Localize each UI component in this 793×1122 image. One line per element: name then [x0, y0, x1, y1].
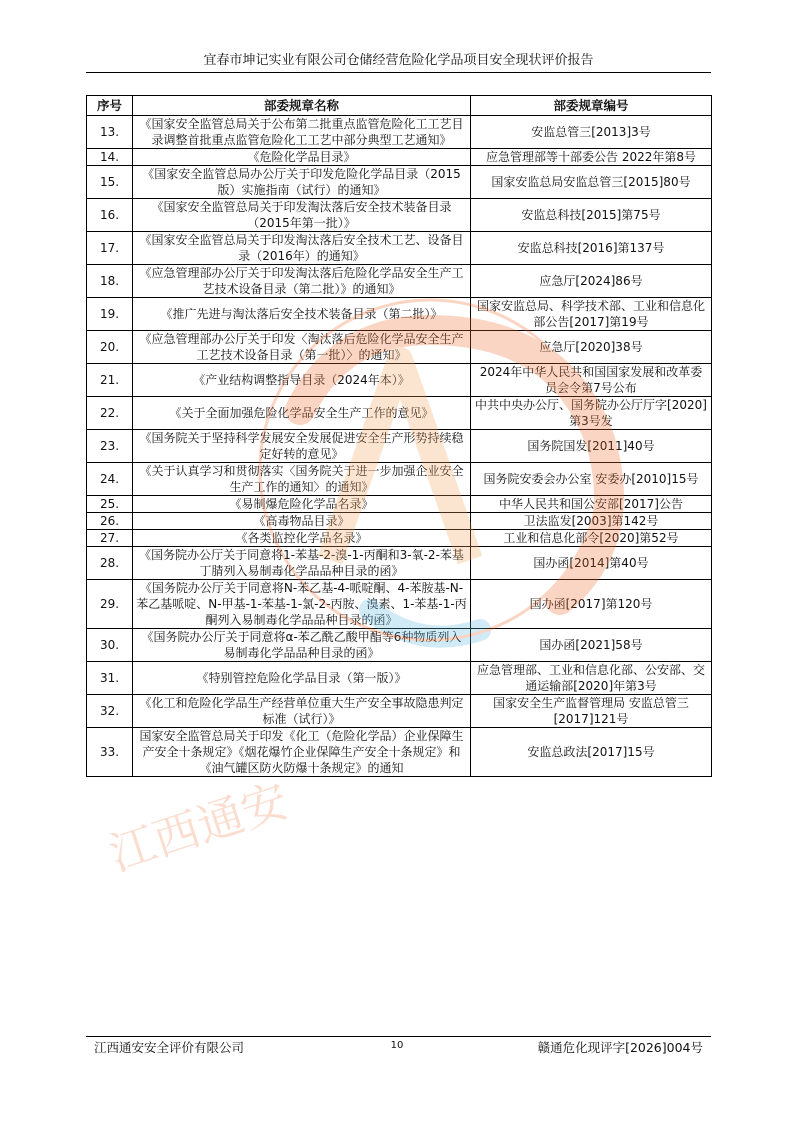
cell-name: 《国务院办公厅关于同意将N-苯乙基-4-哌啶酮、4-苯胺基-N-苯乙基哌啶、N-甲基-1-苯基-1-氯-2-丙胺、溴素、1-苯基-1-丙酮列入易制毒化学品品种目录的函》 — [133, 580, 471, 629]
cell-no: 25. — [87, 496, 133, 513]
cell-code: 国务院国发[2011]40号 — [471, 430, 712, 463]
cell-no: 31. — [87, 662, 133, 695]
table-row — [87, 695, 712, 728]
cell-name: 《国家安全监管总局关于公布第二批重点监管危险化工工艺目录调整首批重点监管危险化工工艺中部分典型工艺通知》 — [133, 116, 471, 149]
cell-name: 《应急管理部办公厅关于印发淘汰落后危险化学品安全生产工艺技术设备目录（第二批）》的通知》 — [133, 265, 471, 298]
cell-name: 《化工和危险化学品生产经营单位重大生产安全事故隐患判定标准（试行）》 — [133, 695, 471, 728]
page-header-title: 宜春市坤记实业有限公司仓储经营危险化学品项目安全现状评价报告 — [203, 53, 594, 68]
cell-name: 《产业结构调整指导目录（2024年本）》 — [133, 364, 471, 397]
cell-code: 应急管理部等十部委公告 2022年第8号 — [471, 149, 712, 166]
table-row — [87, 166, 712, 199]
cell-no: 29. — [87, 580, 133, 629]
cell-no: 24. — [87, 463, 133, 496]
table-row — [87, 662, 712, 695]
cell-no: 13. — [87, 116, 133, 149]
cell-name: 国家安全监管总局关于印发《化工（危险化学品）企业保障生产安全十条规定》《烟花爆竹企业保障生产安全十条规定》和《油气罐区防火防爆十条规定》的通知 — [133, 728, 471, 777]
cell-code: 安监总管三[2013]3号 — [471, 116, 712, 149]
cell-no: 16. — [87, 199, 133, 232]
cell-no: 32. — [87, 695, 133, 728]
cell-code: 中共中央办公厅、国务院办公厅厅字[2020]第3号发 — [471, 397, 712, 430]
cell-no: 26. — [87, 513, 133, 530]
cell-name: 《应急管理部办公厅关于印发〈淘汰落后危险化学品安全生产工艺技术设备目录（第一批）〉的通知》 — [133, 331, 471, 364]
table-row — [87, 728, 712, 777]
cell-no: 20. — [87, 331, 133, 364]
page-number: 10 — [390, 1040, 404, 1051]
column-header-code: 部委规章编号 — [471, 96, 712, 116]
table-row — [87, 430, 712, 463]
table-row — [87, 496, 712, 513]
table-row — [87, 199, 712, 232]
cell-code: 应急厅[2020]38号 — [471, 331, 712, 364]
table-body — [87, 116, 712, 777]
cell-name: 《国家安全监管总局办公厅关于印发危险化学品目录（2015版）实施指南（试行）的通知》 — [133, 166, 471, 199]
cell-code: 国办函[2021]58号 — [471, 629, 712, 662]
column-header-no: 序号 — [87, 96, 133, 116]
cell-name: 《推广先进与淘汰落后安全技术装备目录（第二批）》 — [133, 298, 471, 331]
cell-name: 《高毒物品目录》 — [133, 513, 471, 530]
cell-code: 国家安监总局、科学技术部、工业和信息化部公告[2017]第19号 — [471, 298, 712, 331]
cell-no: 22. — [87, 397, 133, 430]
table-row — [87, 298, 712, 331]
cell-no: 27. — [87, 530, 133, 547]
table-header-row — [87, 96, 712, 116]
cell-no: 21. — [87, 364, 133, 397]
cell-name: 《各类监控化学品名录》 — [133, 530, 471, 547]
cell-no: 14. — [87, 149, 133, 166]
cell-code: 卫法监发[2003]第142号 — [471, 513, 712, 530]
cell-no: 19. — [87, 298, 133, 331]
table-row — [87, 116, 712, 149]
footer-doc-number: 赣通危化现评字[2026]004号 — [537, 1040, 703, 1055]
cell-code: 国务院安委会办公室 安委办[2010]15号 — [471, 463, 712, 496]
cell-name: 《国务院办公厅关于同意将α-苯乙酰乙酸甲酯等6种物质列入易制毒化学品品种目录的函》 — [133, 629, 471, 662]
cell-code: 工业和信息化部令[2020]第52号 — [471, 530, 712, 547]
cell-no: 18. — [87, 265, 133, 298]
regulations-table — [86, 95, 712, 777]
table-row — [87, 513, 712, 530]
cell-name: 《关于全面加强危险化学品安全生产工作的意见》 — [133, 397, 471, 430]
table-row — [87, 580, 712, 629]
cell-name: 《易制爆危险化学品名录》 — [133, 496, 471, 513]
table-row — [87, 547, 712, 580]
cell-code: 国家安监总局安监总管三[2015]80号 — [471, 166, 712, 199]
table-row — [87, 265, 712, 298]
cell-name: 《特别管控危险化学品目录（第一版）》 — [133, 662, 471, 695]
cell-no: 28. — [87, 547, 133, 580]
cell-name: 《关于认真学习和贯彻落实〈国务院关于进一步加强企业安全生产工作的通知〉的通知》 — [133, 463, 471, 496]
cell-code: 中华人民共和国公安部[2017]公告 — [471, 496, 712, 513]
watermark-text: 江西通安 — [102, 773, 295, 882]
header-rule — [86, 72, 711, 73]
cell-code: 安监总科技[2015]第75号 — [471, 199, 712, 232]
cell-code: 安监总科技[2016]第137号 — [471, 232, 712, 265]
table-row — [87, 629, 712, 662]
cell-no: 17. — [87, 232, 133, 265]
cell-name: 《国务院办公厅关于同意将1-苯基-2-溴-1-丙酮和3-氧-2-苯基丁腈列入易制毒化学品品种目录的函》 — [133, 547, 471, 580]
cell-name: 《国家安全监管总局关于印发淘汰落后安全技术工艺、设备目录（2016年）的通知》 — [133, 232, 471, 265]
cell-no: 30. — [87, 629, 133, 662]
table-row — [87, 397, 712, 430]
cell-code: 安监总政法[2017]15号 — [471, 728, 712, 777]
cell-no: 23. — [87, 430, 133, 463]
footer-rule — [86, 1036, 711, 1037]
cell-code: 应急厅[2024]86号 — [471, 265, 712, 298]
table-row — [87, 463, 712, 496]
cell-code: 2024年中华人民共和国国家发展和改革委员会令第7号公布 — [471, 364, 712, 397]
cell-name: 《危险化学品目录》 — [133, 149, 471, 166]
column-header-name: 部委规章名称 — [133, 96, 471, 116]
table-row — [87, 530, 712, 547]
table-row — [87, 149, 712, 166]
cell-no: 33. — [87, 728, 133, 777]
cell-name: 《国务院关于坚持科学发展安全发展促进安全生产形势持续稳定好转的意见》 — [133, 430, 471, 463]
cell-code: 国家安全生产监督管理局 安监总管三[2017]121号 — [471, 695, 712, 728]
table-row — [87, 232, 712, 265]
cell-name: 《国家安全监管总局关于印发淘汰落后安全技术装备目录（2015年第一批）》 — [133, 199, 471, 232]
cell-code: 应急管理部、工业和信息化部、公安部、交通运输部[2020]年第3号 — [471, 662, 712, 695]
table-row — [87, 364, 712, 397]
table-row — [87, 331, 712, 364]
cell-no: 15. — [87, 166, 133, 199]
footer-company: 江西通安安全评价有限公司 — [94, 1040, 245, 1055]
cell-code: 国办函[2014]第40号 — [471, 547, 712, 580]
cell-code: 国办函[2017]第120号 — [471, 580, 712, 629]
